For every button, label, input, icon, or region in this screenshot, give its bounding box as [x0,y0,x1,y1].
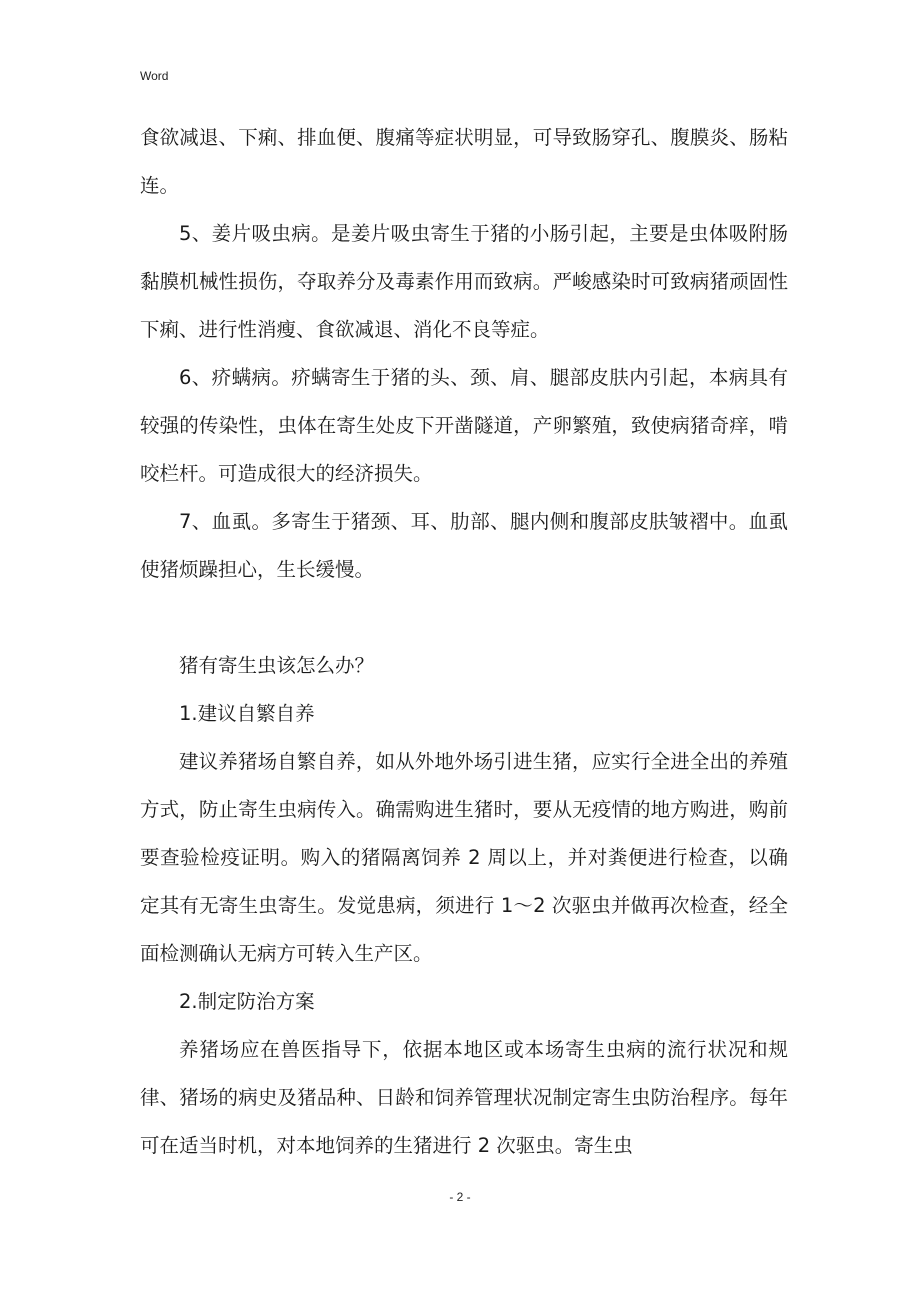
paragraph-item-7: 7、血虱。多寄生于猪颈、耳、肋部、腿内侧和腹部皮肤皱褶中。血虱使猪烦躁担心，生长缓慢。 [140,510,788,581]
page-number: - 2 - [449,1190,471,1204]
subheading-2: 2.制定防治方案 [179,990,315,1013]
section-heading: 猪有寄生虫该怎么办？ [179,654,375,677]
paragraph-continuation: 食欲减退、下痢、排血便、腹痛等症状明显，可导致肠穿孔、腹膜炎、肠粘连。 [140,126,788,197]
paragraph-subsection-2: 养猪场应在兽医指导下，依据本地区或本场寄生虫病的流行状况和规律、猪场的病史及猪品种、日龄和饲养管理状况制定寄生虫防治程序。每年可在适当时机，对本地饲养的生猪进行 2 次驱虫。寄生虫 [140,1038,788,1157]
paragraph-item-6: 6、疥螨病。疥螨寄生于猪的头、颈、肩、腿部皮肤内引起，本病具有较强的传染性，虫体在寄生处皮下开凿隧道，产卵繁殖，致使病猪奇痒，啃咬栏杆。可造成很大的经济损失。 [140,366,788,485]
paragraph-spacer [140,594,788,642]
paragraph-subsection-1: 建议养猪场自繁自养，如从外地外场引进生猪，应实行全进全出的养殖方式，防止寄生虫病传入。确需购进生猪时，要从无疫情的地方购进，购前要查验检疫证明。购入的猪隔离饲养 2 周以上，并对粪便进行检查，以确定其有无寄生虫寄生。发觉患病，须进行 1～2 次驱虫并做再次检查，经全面检测确认无病方可转入生产区。 [140,750,788,965]
document-body [140,114,788,1170]
document-header-label: Word [140,69,169,83]
subheading-1: 1.建议自繁自养 [179,702,315,725]
paragraph-item-5: 5、姜片吸虫病。是姜片吸虫寄生于猪的小肠引起，主要是虫体吸附肠黏膜机械性损伤，夺取养分及毒素作用而致病。严峻感染时可致病猪顽固性下痢、进行性消瘦、食欲减退、消化不良等症。 [140,222,788,341]
